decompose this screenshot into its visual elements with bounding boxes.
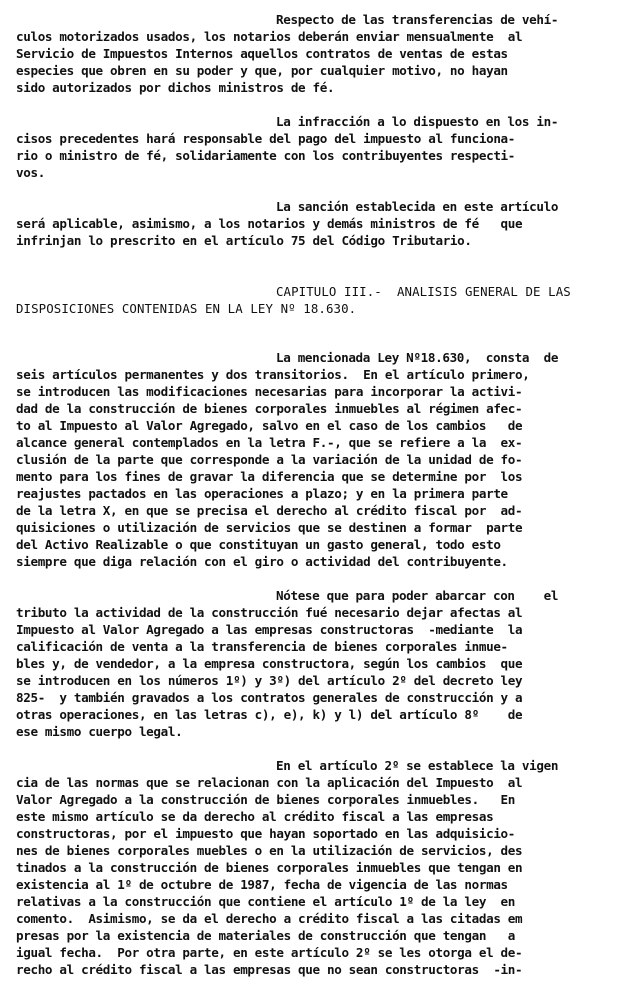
- paragraph-4-line-13: siempre que diga relación con el giro o actividad del contribuyente.: [16, 554, 508, 569]
- paragraph-4-line-12: del Activo Realizable o que constituyan un gasto general, todo esto: [16, 537, 501, 552]
- paragraph-6-line-13: recho al crédito fiscal a las empresas que no sean constructoras -in-: [16, 962, 523, 977]
- paragraph-2-line-4: vos.: [16, 165, 45, 180]
- paragraph-5-line-1: Nótese que para poder abarcar con el: [276, 588, 559, 603]
- paragraph-4-line-8: mento para los fines de gravar la diferencia que se determine por los: [16, 469, 523, 484]
- paragraph-5-line-4: calificación de venta a la transferencia de bienes corporales inmue-: [16, 639, 508, 654]
- paragraph-4-line-11: quisiciones o utilización de servicios que se destinen a formar parte: [16, 520, 523, 535]
- paragraph-1-line-4: especies que obren en su poder y que, por cualquier motivo, no hayan: [16, 63, 508, 78]
- paragraph-4-line-4: dad de la construcción de bienes corporales inmuebles al régimen afec-: [16, 401, 523, 416]
- paragraph-6-line-6: nes de bienes corporales muebles o en la utilización de servicios, des: [16, 843, 523, 858]
- paragraph-6-line-12: igual fecha. Por otra parte, en este artículo 2º se les otorga el de-: [16, 945, 523, 960]
- paragraph-6-line-8: existencia al 1º de octubre de 1987, fecha de vigencia de las normas: [16, 877, 508, 892]
- paragraph-4-line-5: to al Impuesto al Valor Agregado, salvo en el caso de los cambios de: [16, 418, 523, 433]
- paragraph-1-line-1: Respecto de las transferencias de vehí-: [276, 12, 559, 27]
- paragraph-1-line-2: culos motorizados usados, los notarios deberán enviar mensualmente al: [16, 29, 523, 44]
- paragraph-6-line-4: este mismo artículo se da derecho al crédito fiscal a las empresas: [16, 809, 494, 824]
- paragraph-6-line-7: tinados a la construcción de bienes corporales inmuebles que tengan en: [16, 860, 523, 875]
- paragraph-3-line-1: La sanción establecida en este artículo: [276, 199, 559, 214]
- paragraph-5-line-9: ese mismo cuerpo legal.: [16, 724, 183, 739]
- paragraph-6-line-9: relativas a la construcción que contiene el artículo 1º de la ley en: [16, 894, 516, 909]
- paragraph-3-line-3: infrinjan lo prescrito en el artículo 75 del Código Tributario.: [16, 233, 472, 248]
- paragraph-3-line-2: será aplicable, asimismo, a los notarios y demás ministros de fé que: [16, 216, 523, 231]
- chapter-heading-line-1: CAPITULO III.- ANALISIS GENERAL DE LAS: [276, 284, 571, 299]
- paragraph-5-line-8: otras operaciones, en las letras c), e), k) y l) del artículo 8º de: [16, 707, 523, 722]
- paragraph-6-line-3: Valor Agregado a la construcción de bienes corporales inmuebles. En: [16, 792, 516, 807]
- paragraph-5-line-6: se introducen en los números 1º) y 3º) del artículo 2º del decreto ley: [16, 673, 523, 688]
- paragraph-4-line-6: alcance general contemplados en la letra F.-, que se refiere a la ex-: [16, 435, 523, 450]
- paragraph-6-line-1: En el artículo 2º se establece la vigen: [276, 758, 559, 773]
- paragraph-5-line-5: bles y, de vendedor, a la empresa constructora, según los cambios que: [16, 656, 523, 671]
- paragraph-6-line-11: presas por la existencia de materiales de construcción que tengan a: [16, 928, 516, 943]
- paragraph-2-line-3: rio o ministro de fé, solidariamente con los contribuyentes respecti-: [16, 148, 516, 163]
- paragraph-5-line-3: Impuesto al Valor Agregado a las empresas constructoras -mediante la: [16, 622, 523, 637]
- paragraph-2-line-1: La infracción a lo dispuesto en los in-: [276, 114, 559, 129]
- paragraph-4-line-3: se introducen las modificaciones necesarias para incorporar la activi-: [16, 384, 523, 399]
- paragraph-4-line-7: clusión de la parte que corresponde a la variación de la unidad de fo-: [16, 452, 523, 467]
- paragraph-1-line-5: sido autorizados por dichos ministros de fé.: [16, 80, 335, 95]
- paragraph-6-line-2: cia de las normas que se relacionan con la aplicación del Impuesto al: [16, 775, 523, 790]
- paragraph-5-line-2: tributo la actividad de la construcción fué necesario dejar afectas al: [16, 605, 523, 620]
- paragraph-2-line-2: cisos precedentes hará responsable del pago del impuesto al funciona-: [16, 131, 516, 146]
- chapter-heading-line-2: DISPOSICIONES CONTENIDAS EN LA LEY Nº 18.630.: [16, 301, 357, 316]
- paragraph-4-line-9: reajustes pactados en las operaciones a plazo; y en la primera parte: [16, 486, 508, 501]
- paragraph-6-line-5: constructoras, por el impuesto que hayan soportado en las adquisicio-: [16, 826, 516, 841]
- paragraph-4-line-10: de la letra X, en que se precisa el derecho al crédito fiscal por ad-: [16, 503, 523, 518]
- paragraph-4-line-2: seis artículos permanentes y dos transitorios. En el artículo primero,: [16, 367, 530, 382]
- paragraph-6-line-10: comento. Asimismo, se da el derecho a crédito fiscal a las citadas em: [16, 911, 523, 926]
- paragraph-1-line-3: Servicio de Impuestos Internos aquellos contratos de ventas de estas: [16, 46, 508, 61]
- paragraph-4-line-1: La mencionada Ley Nº18.630, consta de: [276, 350, 559, 365]
- paragraph-5-line-7: 825- y también gravados a los contratos generales de construcción y a: [16, 690, 523, 705]
